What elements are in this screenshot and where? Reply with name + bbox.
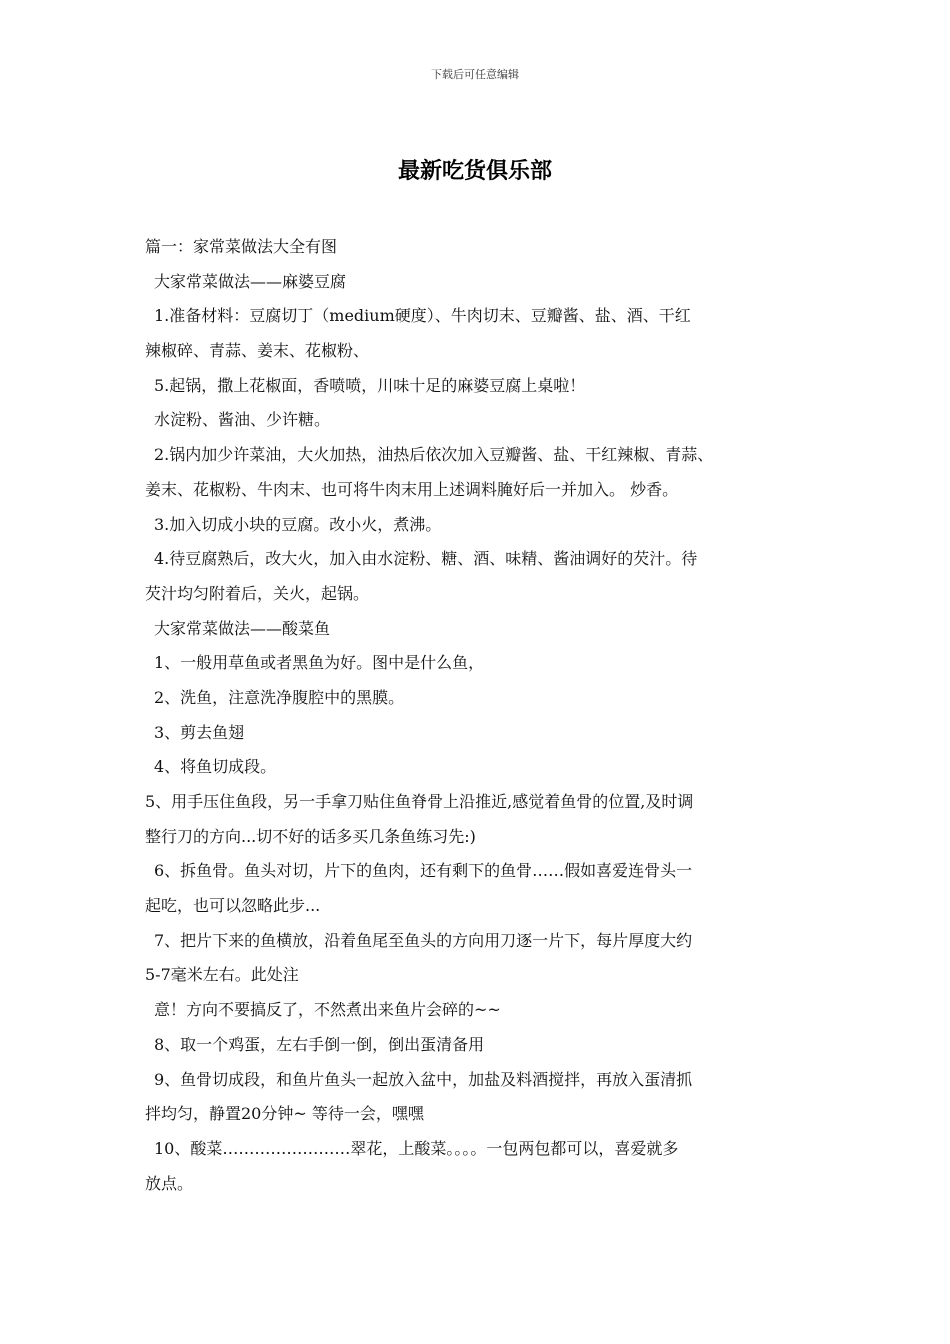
paragraph-line: 2、洗鱼，注意洗净腹腔中的黑膜。 <box>154 687 405 707</box>
paragraph-line: 意！方向不要搞反了，不然煮出来鱼片会碎的~~ <box>154 1000 501 1020</box>
paragraph-line: 7、把片下来的鱼横放，沿着鱼尾至鱼头的方向用刀逐一片下，每片厚度大约 <box>154 930 693 950</box>
paragraph-line: 5、用手压住鱼段，另一手拿刀贴住鱼脊骨上沿推近,感觉着鱼骨的位置,及时调 <box>145 792 694 811</box>
paragraph-line: 拌均匀，静置20分钟~ 等待一会，嘿嘿 <box>145 1104 424 1124</box>
paragraph-line: 1.准备材料：豆腐切丁（medium硬度）、牛肉切末、豆瓣酱、盐、酒、干红 <box>154 306 691 326</box>
paragraph-line: 8、取一个鸡蛋，左右手倒一倒，倒出蛋清备用 <box>154 1034 485 1054</box>
paragraph-line: 4、将鱼切成段。 <box>154 757 277 777</box>
paragraph-line: 3.加入切成小块的豆腐。改小火，煮沸。 <box>154 514 442 534</box>
document-body <box>145 230 817 1201</box>
paragraph-line: 篇一：家常菜做法大全有图 <box>145 237 338 256</box>
paragraph-line: 5.起锅，撒上花椒面，香喷喷，川味十足的麻婆豆腐上桌啦！ <box>154 375 586 395</box>
paragraph-line: 姜末、花椒粉、牛肉末、也可将牛肉末用上述调料腌好后一并加入。 炒香。 <box>145 479 679 499</box>
paragraph-line: 大家常菜做法——酸菜鱼 <box>154 618 331 638</box>
paragraph-line: 放点。 <box>145 1173 194 1193</box>
paragraph-line: 辣椒碎、青蒜、姜末、花椒粉、 <box>145 341 370 361</box>
paragraph-line: 5-7毫米左右。此处注 <box>145 965 299 985</box>
paragraph-line: 整行刀的方向...切不好的话多买几条鱼练习先:) <box>145 826 476 846</box>
paragraph-line: 9、鱼骨切成段，和鱼片鱼头一起放入盆中，加盐及料酒搅拌，再放入蛋清抓 <box>154 1069 693 1089</box>
paragraph-line: 4.待豆腐熟后，改大火，加入由水淀粉、糖、酒、味精、酱油调好的芡汁。待 <box>154 549 698 569</box>
paragraph-line: 芡汁均匀附着后，关火，起锅。 <box>145 583 370 603</box>
paragraph-line: 2.锅内加少许菜油，大火加热，油热后依次加入豆瓣酱、盐、干红辣椒、青蒜、 <box>154 445 714 465</box>
page-header-note: 下载后可任意编辑 <box>431 68 519 81</box>
paragraph-line: 1、一般用草鱼或者黑鱼为好。图中是什么鱼， <box>154 653 485 673</box>
document-title: 最新吃货俱乐部 <box>397 158 552 184</box>
paragraph-line: 3、剪去鱼翅 <box>154 722 245 742</box>
paragraph-line: 6、拆鱼骨。鱼头对切，片下的鱼肉，还有剩下的鱼骨……假如喜爱连骨头一 <box>154 861 693 881</box>
paragraph-line: 起吃，也可以忽略此步... <box>145 896 321 916</box>
paragraph-line: 大家常菜做法——麻婆豆腐 <box>154 271 347 291</box>
paragraph-line: 10、酸菜……………………翠花，上酸菜。。。。一包两包都可以，喜爱就多 <box>154 1138 679 1158</box>
paragraph-line: 水淀粉、酱油、少许糖。 <box>154 410 331 430</box>
